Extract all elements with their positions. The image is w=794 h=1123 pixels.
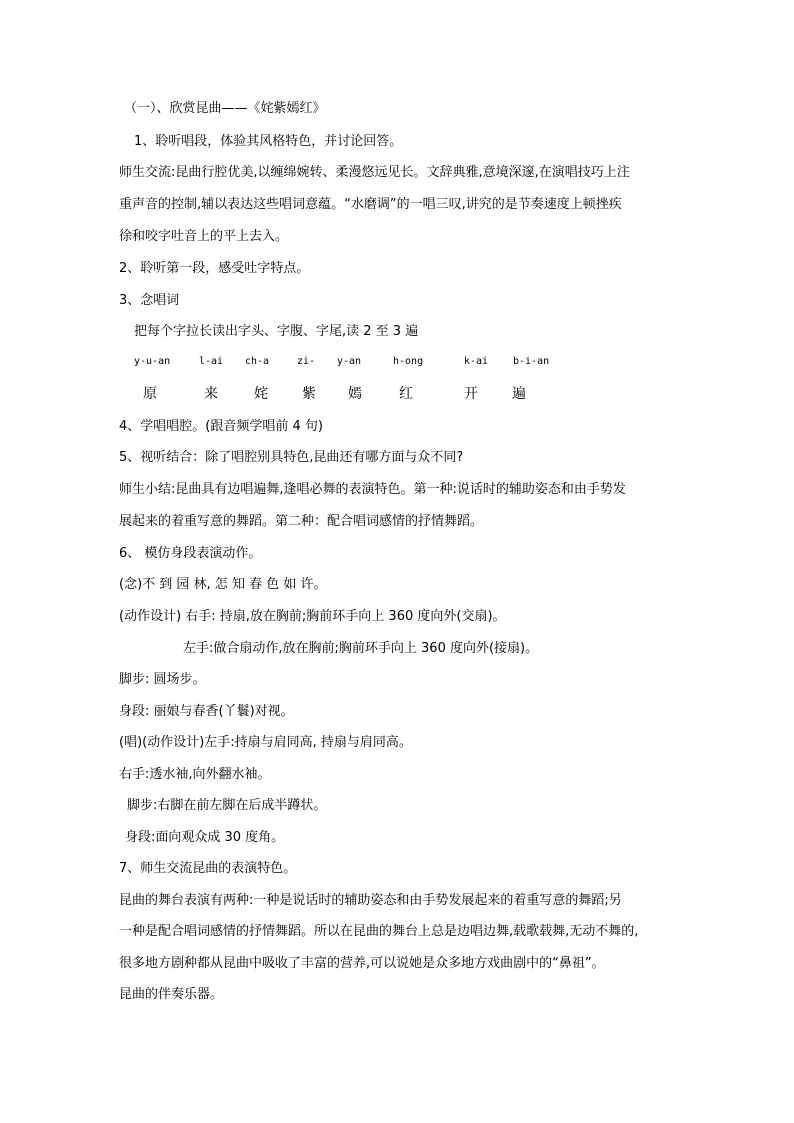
pinyin-zi: zi- (297, 356, 316, 367)
char-bian: 遍 (512, 386, 526, 402)
char-yuan: 原 (143, 386, 157, 402)
sing-left-hand: (唱)(动作设计)左手:持扇与肩同高, 持扇与肩同高。 (119, 735, 412, 750)
exchange-line-1: 师生交流:昆曲行腔优美,以缠绵婉转、柔漫悠远见长。文辞典雅,意境深邃,在演唱技巧上注 (119, 165, 630, 180)
summary-line-1: 师生小结:昆曲具有边唱遍舞,逢唱必舞的表演特色。第一种:说话时的辅助姿态和由手势发 (119, 482, 626, 497)
pinyin-hong: h-ong (393, 356, 424, 367)
char-lai: 来 (204, 386, 218, 402)
action-right-hand: (动作设计) 右手: 持扇,放在胸前;胸前环手向上 360 度向外(交扇)。 (119, 609, 506, 624)
pinyin-bian: b-i-an (513, 356, 550, 367)
item-3-instruction: 把每个字拉长读出字头、字腹、字尾,读 2 至 3 遍 (134, 324, 419, 339)
closing-line-1: 昆曲的舞台表演有两种:一种是说话时的辅助姿态和由手势发展起来的着重写意的舞蹈;另 (119, 893, 622, 908)
item-4: 4、学唱唱腔。(跟音频学唱前 4 句) (119, 419, 323, 434)
pinyin-yuan: y-u-an (134, 356, 171, 367)
footwork-1: 脚步: 圆场步。 (119, 672, 206, 687)
char-zi: 紫 (302, 386, 316, 402)
closing-line-3: 很多地方剧种都从昆曲中吸收了丰富的营养,可以说她是众多地方戏曲剧中的“鼻祖”。 (119, 956, 605, 971)
accompaniment-line: 昆曲的伴奏乐器。 (119, 987, 224, 1002)
section-title: （一）、欣赏昆曲——《姹紫嫣红》 (124, 101, 326, 116)
exchange-line-2: 重声音的控制,辅以表达这些唱词意蕴。“水磨调”的一唱三叹,讲究的是节奏速度上顿挫疾 (119, 197, 622, 212)
item-1: 1、聆听唱段，体验其风格特色，并讨论回答。 (134, 134, 403, 149)
char-yan: 嫣 (348, 386, 362, 402)
char-hong: 红 (399, 386, 413, 402)
item-7: 7、师生交流昆曲的表演特色。 (119, 861, 297, 876)
summary-line-2: 展起来的着重写意的舞蹈。第二种：配合唱词感情的抒情舞蹈。 (119, 514, 484, 529)
item-3: 3、念唱词 (119, 293, 180, 308)
closing-line-2: 一种是配合唱词感情的抒情舞蹈。所以在昆曲的舞台上总是边唱边舞,载歌载舞,无动不舞的, (119, 924, 639, 939)
posture-2: 身段:面向观众成 30 度角。 (125, 830, 285, 845)
action-left-hand: 左手:做合扇动作,放在胸前;胸前环手向上 360 度向外(接扇)。 (183, 641, 539, 656)
item-6: 6、 模仿身段表演动作。 (119, 546, 262, 561)
item-2: 2、聆听第一段，感受吐字特点。 (119, 261, 310, 276)
char-cha: 姹 (254, 386, 268, 402)
recite-line: (念)不 到 园 林, 怎 知 春 色 如 许。 (119, 577, 327, 592)
pinyin-yan: y-an (337, 356, 362, 367)
pinyin-kai: k-ai (464, 356, 489, 367)
pinyin-cha: ch-a (245, 356, 270, 367)
exchange-line-3: 徐和咬字吐音上的平上去入。 (119, 229, 289, 244)
pinyin-lai: l-ai (199, 356, 224, 367)
sing-right-hand: 右手:透水袖,向外翻水袖。 (119, 767, 271, 782)
char-kai: 开 (464, 386, 478, 402)
footwork-2: 脚步:右脚在前左脚在后成半蹲状。 (127, 798, 327, 813)
item-5: 5、视听结合：除了唱腔别具特色,昆曲还有哪方面与众不同? (119, 450, 464, 465)
posture-1: 身段: 丽娘与春香(丫鬟)对视。 (119, 704, 294, 719)
